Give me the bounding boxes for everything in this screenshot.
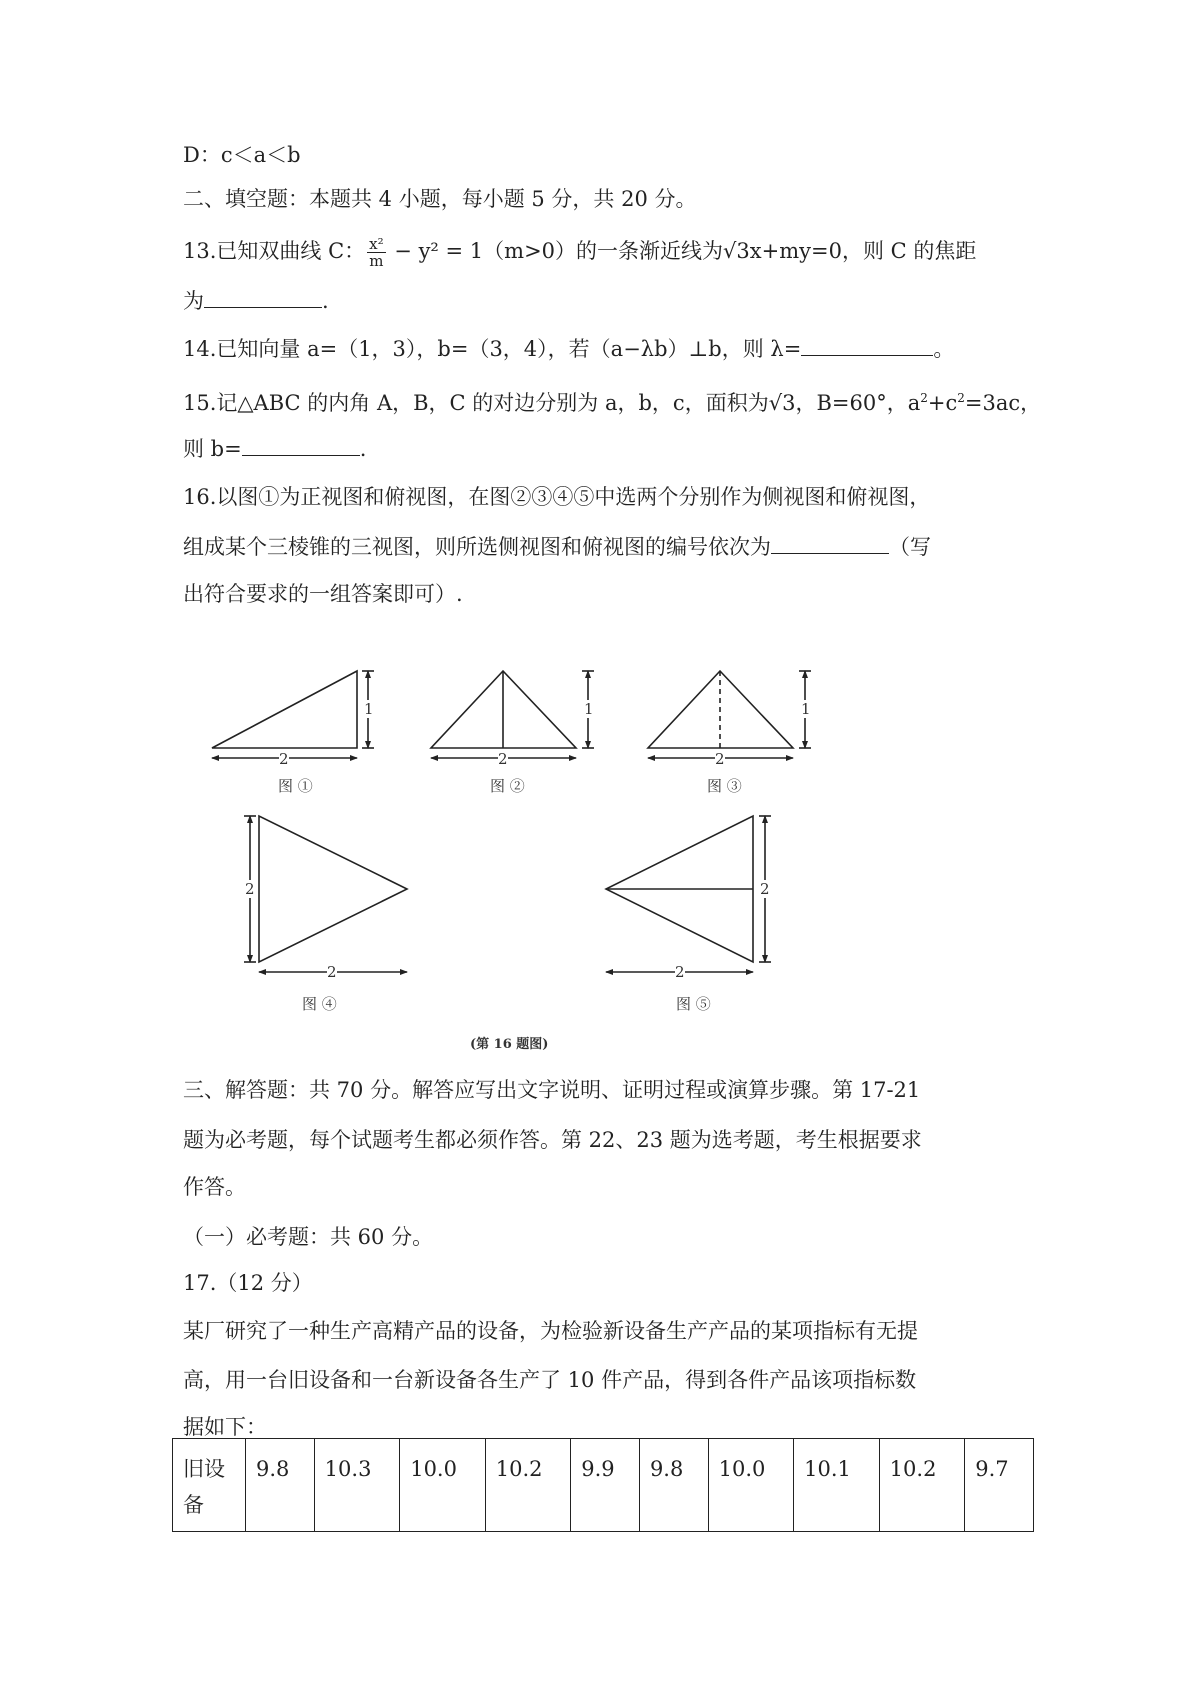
q16-line2-text: 组成某个三棱锥的三视图，则所选侧视图和俯视图的编号依次为 (183, 535, 771, 559)
fig3-height-label: 1 (801, 700, 811, 718)
value-cell: 10.3 (314, 1439, 400, 1532)
value-cell: 9.7 (965, 1439, 1034, 1532)
q15-sup1: 2 (920, 391, 928, 405)
q17-line2: 高，用一台旧设备和一台新设备各生产了 10 件产品，得到各件产品该项指标数 (183, 1368, 917, 1392)
part1-heading: （一）必考题：共 60 分。 (183, 1225, 434, 1249)
q15-mid2: +c (927, 391, 958, 415)
section3-line2: 题为必考题，每个试题考生都必须作答。第 22、23 题为选考题，考生根据要求 (183, 1128, 922, 1152)
figure-2-triangle (431, 671, 594, 758)
value-cell: 10.0 (708, 1439, 794, 1532)
q13-frac-den: m (369, 252, 384, 270)
figure-5-triangle (606, 816, 771, 972)
fig4-height-label: 2 (245, 880, 255, 898)
fig1-caption: 图 ① (278, 777, 313, 795)
q16-line2-end: （写 (889, 535, 931, 559)
q13-prefix: 13.已知双曲线 C： (183, 239, 366, 263)
figure-3-triangle (648, 671, 811, 758)
section3-line1: 三、解答题：共 70 分。解答应写出文字说明、证明过程或演算步骤。第 17-21 (183, 1078, 921, 1102)
q15-mid: ，B=60°，a (795, 391, 921, 415)
value-cell: 9.8 (639, 1439, 708, 1532)
table-row (173, 1439, 1034, 1532)
q15-end: =3ac， (964, 391, 1042, 415)
q16-line3: 出符合要求的一组答案即可）. (183, 582, 463, 606)
figure-1-triangle (212, 671, 374, 758)
value-cell: 10.1 (794, 1439, 880, 1532)
q17-line1: 某厂研究了一种生产高精产品的设备，为检验新设备生产产品的某项指标有无提 (183, 1319, 918, 1343)
q15-line2-end: . (359, 437, 367, 461)
figure-overall-caption: (第 16 题图) (470, 1037, 549, 1052)
value-cell: 9.8 (246, 1439, 315, 1532)
fig4-caption: 图 ④ (302, 995, 337, 1013)
value-cell: 10.2 (879, 1439, 965, 1532)
fig1-width-label: 2 (279, 750, 289, 768)
figure-4-triangle (244, 816, 407, 972)
fig3-width-label: 2 (715, 750, 725, 768)
value-cell: 10.0 (400, 1439, 486, 1532)
q13-line2-text: 为 (183, 289, 204, 313)
fig4-width-label: 2 (327, 963, 337, 981)
q15-sqrt: √3 (768, 391, 796, 415)
q13-sqrt: √3 (723, 239, 750, 263)
q13-frac-num: x² (369, 235, 384, 253)
q16-line1: 16.以图①为正视图和俯视图，在图②③④⑤中选两个分别作为侧视图和俯视图， (183, 485, 931, 509)
fig3-caption: 图 ③ (707, 777, 742, 795)
q15-sup2: 2 (957, 391, 965, 405)
fig2-height-label: 1 (584, 700, 594, 718)
section2-heading: 二、填空题：本题共 4 小题，每小题 5 分，共 20 分。 (183, 187, 697, 211)
q17-line3: 据如下： (183, 1415, 267, 1439)
fig5-height-label: 2 (760, 880, 770, 898)
option-d: D：c＜a＜b (183, 143, 301, 167)
fig2-width-label: 2 (498, 750, 508, 768)
fig5-caption: 图 ⑤ (676, 995, 711, 1013)
section3-line3: 作答。 (183, 1175, 246, 1199)
fig1-height-label: 1 (364, 700, 374, 718)
q13-after-sqrt: x+my=0，则 C 的焦距 (749, 239, 977, 263)
q15-prefix: 15.记△ABC 的内角 A，B，C 的对边分别为 a，b，c，面积为 (183, 391, 769, 415)
q17-data-table (172, 1438, 1034, 1532)
value-cell: 10.2 (485, 1439, 571, 1532)
value-cell: 9.9 (571, 1439, 640, 1532)
q15-line2-text: 则 b= (183, 437, 242, 461)
q14-end: 。 (933, 337, 955, 361)
q17-heading: 17.（12 分） (183, 1271, 313, 1295)
q13-line2-end: . (322, 289, 329, 313)
row-label-cell: 旧设备 (173, 1439, 246, 1532)
q14-text: 14.已知向量 a=（1，3），b=（3，4），若（a−λb）⊥b，则 λ= (183, 337, 802, 361)
fig2-caption: 图 ② (490, 777, 525, 795)
q13-after-frac: − y² = 1（m>0）的一条渐近线为 (387, 239, 724, 263)
fig5-width-label: 2 (675, 963, 685, 981)
